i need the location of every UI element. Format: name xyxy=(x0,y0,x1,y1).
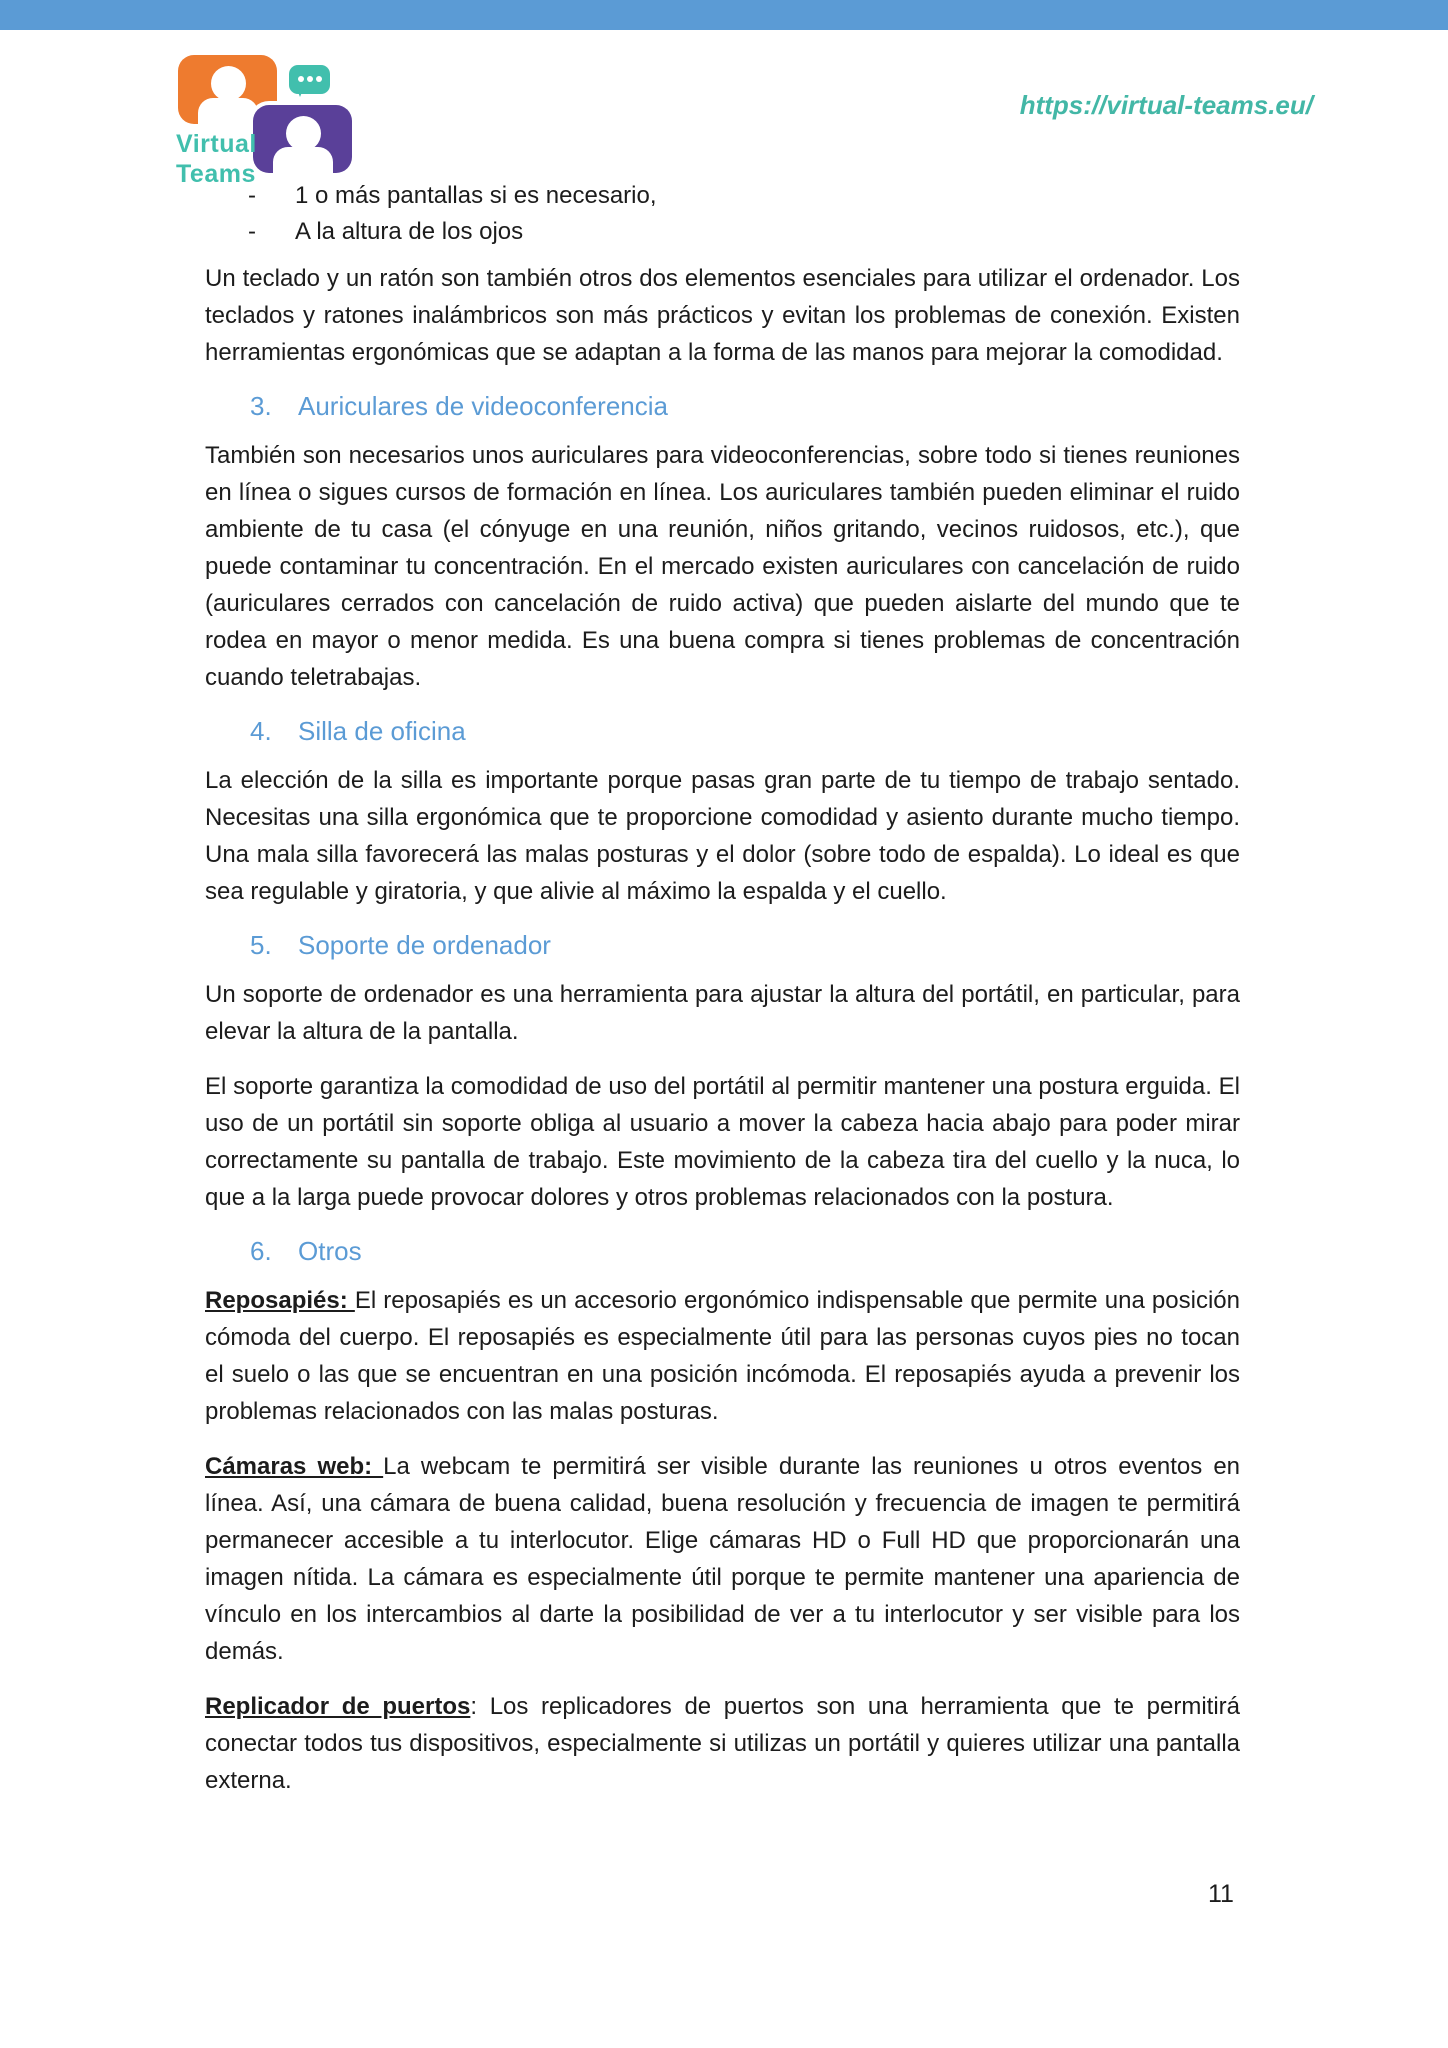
chat-bubble-icon xyxy=(289,65,330,94)
page-content xyxy=(205,178,1240,1817)
site-url-link[interactable]: https://virtual-teams.eu/ xyxy=(1019,90,1313,120)
paragraph-camaras-web xyxy=(205,1448,1240,1670)
section-title: Otros xyxy=(298,1236,362,1266)
section-heading-otros xyxy=(205,1234,1240,1268)
paragraph-replicador xyxy=(205,1688,1240,1799)
section-number: 6. xyxy=(250,1236,272,1266)
top-accent-bar xyxy=(0,0,1448,30)
paragraph-text: : Los replicadores de puertos son una herramienta que te permitirá conectar todos tus dispositivos, especialmente si utilizas un portátil y quieres utilizar una pantalla externa. xyxy=(205,1693,1241,1794)
section-title: Soporte de ordenador xyxy=(298,930,551,960)
logo-wordmark-line1: Virtual xyxy=(176,130,257,158)
paragraph-text: La webcam te permitirá ser visible durante las reuniones u otros eventos en línea. Así, una cámara de buena calidad, buena resolución y frecuencia de imagen te permitirá permanecer accesible a tu interlocutor. Elige cámaras HD o Full HD que proporcionarán una imagen nítida. La cámara es especialmente útil porque te permite mantener una apariencia de vínculo en los intercambios al darte la posibilidad de ver a tu interlocutor y ser visible para los demás. xyxy=(205,1453,1241,1665)
bullet-text: A la altura de los ojos xyxy=(295,218,524,245)
bullet-item xyxy=(205,178,1240,214)
bullet-dash: - xyxy=(248,218,256,245)
paragraph-reposapies xyxy=(205,1282,1240,1430)
bullet-list xyxy=(205,178,1240,250)
section-heading-soporte xyxy=(205,928,1240,962)
paragraph-soporte-1: Un soporte de ordenador es una herramienta para ajustar la altura del portátil, en particular, para elevar la altura de la pantalla. xyxy=(205,981,1240,1045)
logo-wordmark-line2: Teams xyxy=(176,160,256,188)
term-reposapies: Reposapiés: xyxy=(205,1287,355,1314)
term-camaras-web: Cámaras web: xyxy=(205,1453,384,1480)
logo-person-purple-icon xyxy=(253,105,352,173)
virtual-teams-logo xyxy=(176,53,386,188)
section-title: Silla de oficina xyxy=(298,716,466,746)
chat-dots-icon xyxy=(298,76,304,82)
paragraph-auriculares: También son necesarios unos auriculares para videoconferencias, sobre todo si tienes reuniones en línea o sigues cursos de formación en línea. Los auriculares también pueden eliminar el ruido ambiente de tu casa (el cónyuge en una reunión, niños gritando, vecinos ruidosos, etc.), que puede contaminar tu concentración. En el mercado existen auriculares con cancelación de ruido (auriculares cerrados con cancelación de ruido activa) que pueden aislarte del mundo que te rodea en mayor o menor medida. Es una buena compra si tienes problemas de concentración cuando teletrabajas. xyxy=(205,442,1240,691)
bullet-dash: - xyxy=(248,182,256,209)
section-number: 5. xyxy=(250,930,272,960)
paragraph-text: El reposapiés es un accesorio ergonómico indispensable que permite una posición cómoda del cuerpo. El reposapiés es especialmente útil para las personas cuyos pies no tocan el suelo o las que se encuentran en una posición incómoda. El reposapiés ayuda a prevenir los problemas relacionados con las malas posturas. xyxy=(205,1287,1240,1425)
section-number: 3. xyxy=(250,391,272,421)
paragraph-keyboard-mouse: Un teclado y un ratón son también otros dos elementos esenciales para utilizar el ordenador. Los teclados y ratones inalámbricos son más prácticos y evitan los problemas de conexión. Existen herramientas ergonómicas que se adaptan a la forma de las manos para mejorar la comodidad. xyxy=(205,265,1240,366)
bullet-item xyxy=(205,214,1240,250)
section-number: 4. xyxy=(250,716,272,746)
term-replicador-puertos: Replicador de puertos xyxy=(205,1693,471,1720)
section-heading-auriculares xyxy=(205,389,1240,423)
page-number: 11 xyxy=(1208,1880,1234,1908)
section-title: Auriculares de videoconferencia xyxy=(298,391,668,421)
bullet-text: 1 o más pantallas si es necesario, xyxy=(295,182,657,209)
paragraph-silla: La elección de la silla es importante porque pasas gran parte de tu tiempo de trabajo sentado. Necesitas una silla ergonómica que te proporcione comodidad y asiento durante mucho tiempo. Una mala silla favorecerá las malas posturas y el dolor (sobre todo de espalda). Lo ideal es que sea regulable y giratoria, y que alivie al máximo la espalda y el cuello. xyxy=(205,767,1240,905)
section-heading-silla xyxy=(205,714,1240,748)
paragraph-soporte-2: El soporte garantiza la comodidad de uso del portátil al permitir mantener una postura erguida. El uso de un portátil sin soporte obliga al usuario a mover la cabeza hacia abajo para poder mirar correctamente su pantalla de trabajo. Este movimiento de la cabeza tira del cuello y la nuca, lo que a la larga puede provocar dolores y otros problemas relacionados con la postura. xyxy=(205,1073,1240,1211)
